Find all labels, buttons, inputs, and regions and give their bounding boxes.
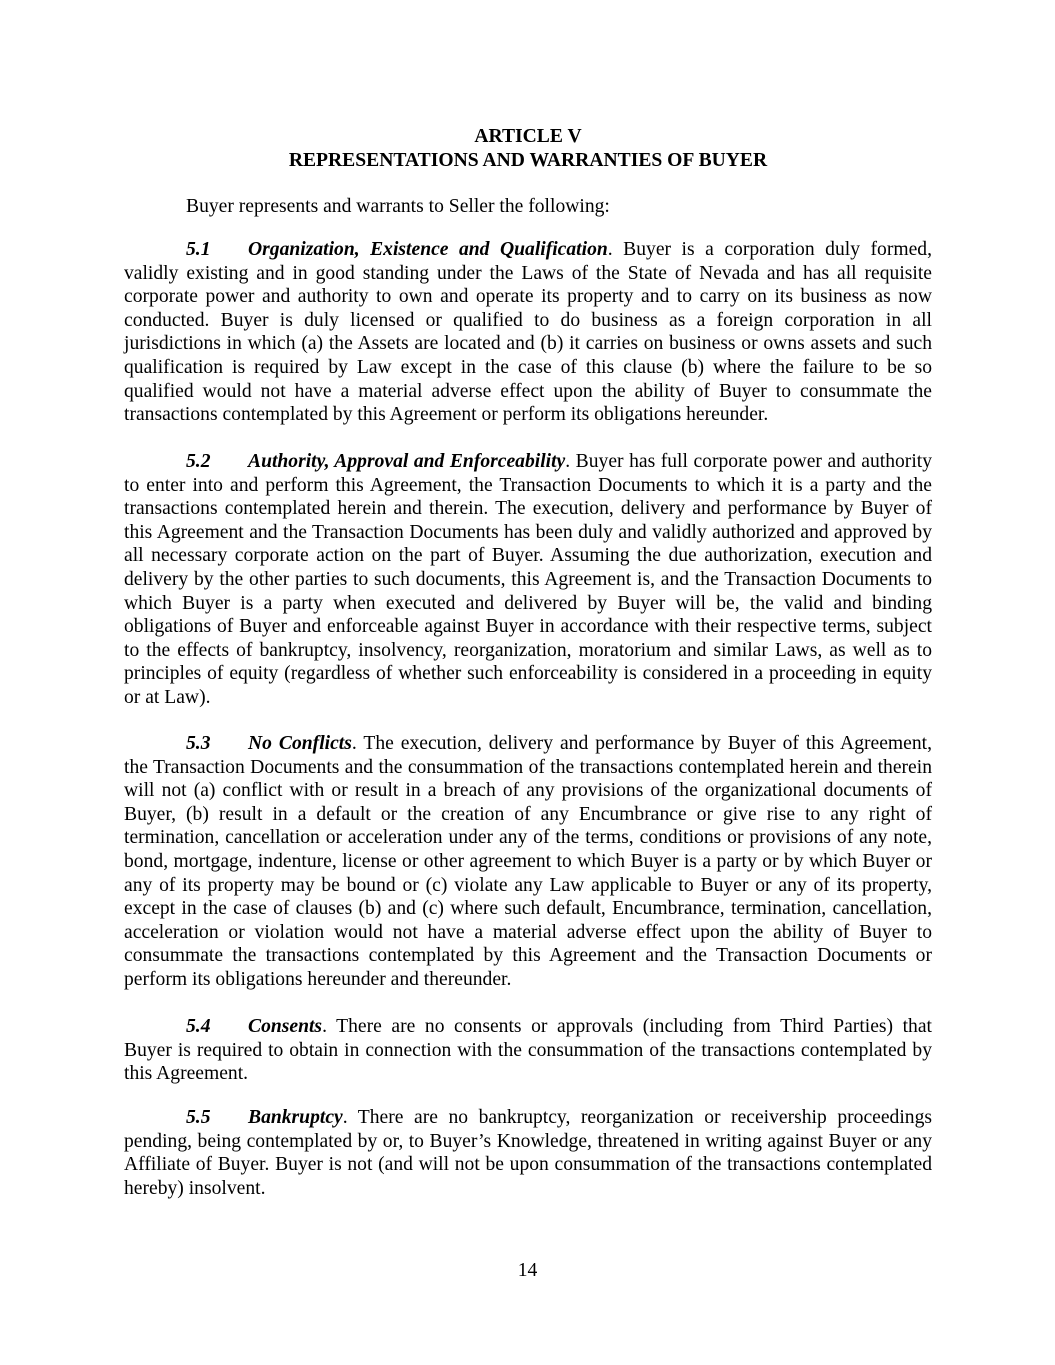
section-body: . Buyer is a corporation duly formed, validly existing and in good standing under the Laws of the State of Nevada and has all requisite corporate power and authority to own and operate its property and to carry on its business as now conducted. Buyer is duly licensed or qualified to do business as a foreign corporation in all jurisdictions in which (a) the Assets are located and (b) it carries on business or owns assets and such qualification is required by Law except in the case of this clause (b) where the failure to be so qualified would not have a material adverse effect upon the ability of Buyer to consummate the transactions contemplated by this Agreement or perform its obligations hereunder.: [124, 239, 932, 426]
article-number: ARTICLE V: [474, 126, 582, 147]
section-number: 5.2: [186, 451, 211, 472]
section-title: Consents: [248, 1016, 323, 1037]
section-body: . There are no consents or approvals (including from Third Parties) that Buyer is required to obtain in connection with the consummation of the transactions contemplated by this Agreement.: [124, 1016, 932, 1085]
section-number: 5.1: [186, 239, 211, 260]
section-5-3: [124, 732, 932, 992]
section-5-5: [124, 1106, 932, 1200]
section-title: No Conflicts: [248, 733, 352, 754]
section-5-1: [124, 238, 932, 427]
section-number: 5.5: [186, 1107, 211, 1128]
section-number: 5.3: [186, 733, 211, 754]
section-body: . The execution, delivery and performance by Buyer of this Agreement, the Transaction Documents and the consummation of the transactions contemplated herein and therein will not (a) conflict with or result in a breach of any provisions of the organizational documents of Buyer, (b) result in a default or the creation of any Encumbrance or give rise to any right of termination, cancellation or acceleration under any of the terms, conditions or provisions of any note, bond, mortgage, indenture, license or other agreement to which Buyer is a party or by which Buyer or any of its property may be bound or (c) violate any Law applicable to Buyer or any of its property, except in the case of clauses (b) and (c) where such default, Encumbrance, termination, cancellation, acceleration or violation would not have a material adverse effect upon the ability of Buyer to consummate the transactions contemplated by this Agreement and the Transaction Documents or perform its obligations hereunder and thereunder.: [124, 733, 932, 990]
section-body: . There are no bankruptcy, reorganization or receivership proceedings pending, being contemplated by or, to Buyer’s Knowledge, threatened in writing against Buyer or any Affiliate of Buyer. Buyer is not (and will not be upon consummation of the transactions contemplated hereby) insolvent.: [124, 1107, 932, 1199]
page-number: 14: [517, 1260, 538, 1281]
section-title: Authority, Approval and Enforceability: [248, 451, 566, 472]
section-body: . Buyer has full corporate power and authority to enter into and perform this Agreement, the Transaction Documents to which it is a party and the transactions contemplated herein and therein. The execution, delivery and performance by Buyer of this Agreement and the Transaction Documents has been duly and validly authorized and approved by all necessary corporate action on the part of Buyer. Assuming the due authorization, execution and delivery by the other parties to such documents, this Agreement is, and the Transaction Documents to which Buyer is a party when executed and delivered by Buyer will be, the valid and binding obligations of Buyer and enforceable against Buyer in accordance with their respective terms, subject to the effects of bankruptcy, insolvency, reorganization, moratorium and similar Laws, as well as to principles of equity (regardless of whether such enforceability is considered in a proceeding in equity or at Law).: [124, 451, 933, 708]
section-5-4: [124, 1015, 932, 1086]
section-number: 5.4: [186, 1016, 211, 1037]
section-title: Bankruptcy: [248, 1107, 343, 1128]
intro-paragraph: Buyer represents and warrants to Seller the following:: [186, 196, 610, 217]
section-5-2: [124, 450, 932, 710]
article-title: REPRESENTATIONS AND WARRANTIES OF BUYER: [288, 150, 768, 171]
section-title: Organization, Existence and Qualification: [248, 239, 608, 260]
